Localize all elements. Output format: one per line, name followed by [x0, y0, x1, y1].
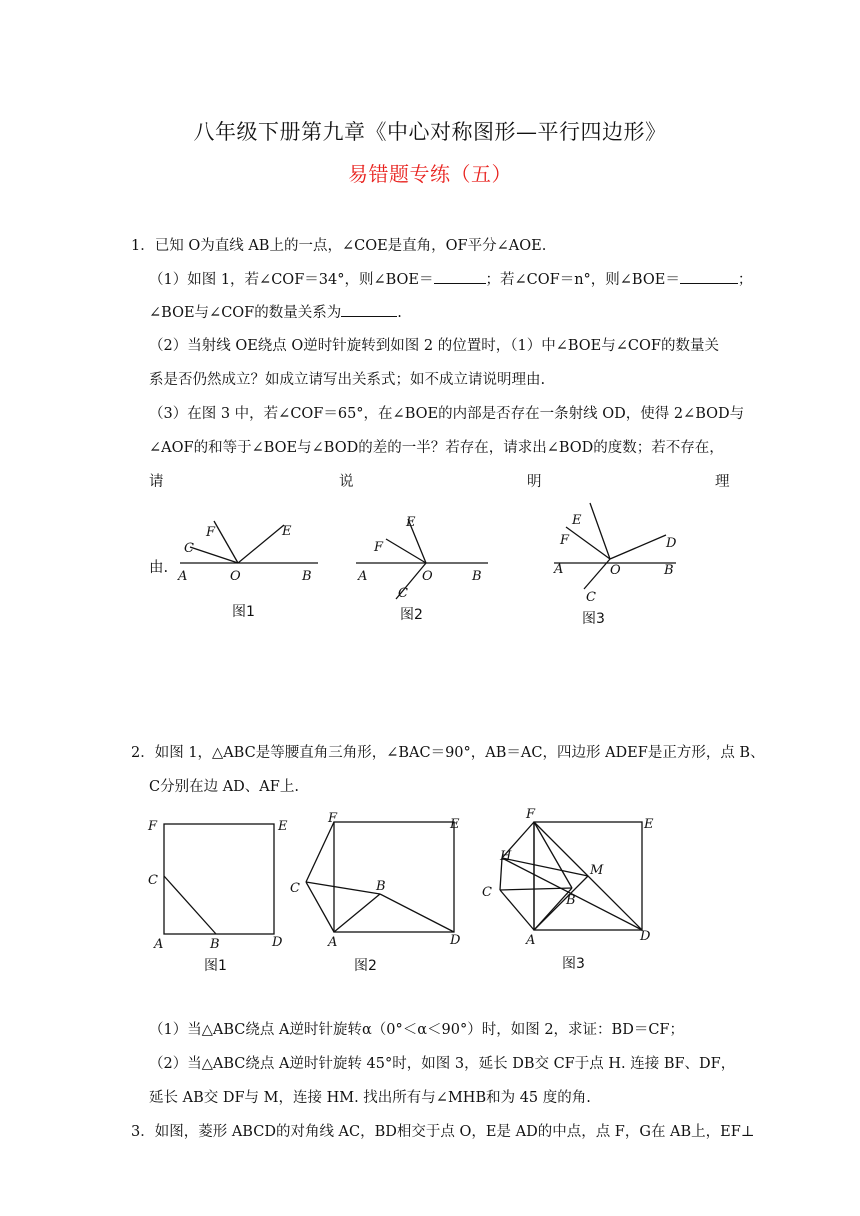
q2-intro-line1: 2．如图 1，△ABC是等腰直角三角形，∠BAC＝90°，AB＝AC，四边形 ADEF是正方形，点 B、: [131, 745, 765, 761]
label-b: B: [566, 893, 576, 908]
label-e: E: [282, 524, 292, 539]
label-b: B: [376, 879, 386, 894]
label-e: E: [278, 819, 288, 834]
q1-p1e: .: [397, 305, 402, 321]
page-subtitle: 易错题专练（五）: [348, 162, 512, 186]
label-e: E: [644, 817, 654, 832]
figure-caption: 图3: [582, 611, 605, 627]
answer-blank-1[interactable]: [434, 269, 486, 284]
q2-figure-2: [286, 808, 476, 977]
q1-part3-line1: （3）在图 3 中，若∠COF＝65°，在∠BOE的内部是否存在一条射线 OD，使得 2∠BOD与: [149, 406, 745, 422]
label-c: C: [586, 590, 596, 605]
q1-p1d: ∠BOE与∠COF的数量关系为: [149, 305, 342, 321]
label-a: A: [178, 569, 188, 584]
q1-part2-line1: （2）当射线 OE绕点 O逆时针旋转到如图 2 的位置时，（1）中∠BOE与∠COF的数量关: [149, 338, 719, 354]
label-e: E: [450, 817, 460, 832]
label-o: O: [422, 569, 433, 584]
q1-figure-2: [352, 505, 502, 639]
q1-part3-word-3: 明: [527, 474, 542, 490]
label-f: F: [328, 811, 338, 826]
q1-p1b: ；若∠COF＝n°，则∠BOE＝: [485, 272, 680, 288]
q1-part3-end: 由.: [149, 560, 169, 576]
q1-part3-line2: ∠AOF的和等于∠BOE与∠BOD的差的一半？若存在，请求出∠BOD的度数；若不存在，: [149, 440, 724, 456]
q1-intro: 1．已知 O为直线 AB上的一点，∠COE是直角，OF平分∠AOE.: [131, 238, 547, 254]
q3-intro-line1: 3．如图，菱形 ABCD的对角线 AC，BD相交于点 O，E是 AD的中点，点 F，G在 AB上，EF⊥: [131, 1124, 755, 1140]
figure-caption: 图2: [354, 958, 377, 974]
page-title: 八年级下册第九章《中心对称图形—平行四边形》: [193, 120, 667, 144]
q2-figure-1: [144, 812, 294, 976]
answer-blank-3[interactable]: [341, 302, 397, 317]
q2-part1: （1）当△ABC绕点 A逆时针旋转α（0°＜α＜90°）时，如图 2，求证：BD＝CF；: [149, 1022, 684, 1038]
answer-blank-2[interactable]: [680, 269, 738, 284]
figure-caption: 图1: [204, 958, 227, 974]
figure-caption: 图1: [232, 604, 255, 620]
label-a: A: [554, 562, 564, 577]
label-d: D: [666, 536, 677, 551]
label-f: F: [206, 525, 216, 540]
label-c: C: [184, 541, 194, 556]
label-d: D: [450, 933, 461, 948]
figure-caption: 图2: [400, 607, 423, 623]
label-d: D: [640, 929, 651, 944]
q1-part2-line2: 系是否仍然成立？如成立请写出关系式；如不成立请说明理由.: [149, 372, 546, 388]
label-b: B: [664, 563, 674, 578]
q1-figure-1: [170, 505, 330, 639]
label-m: M: [590, 863, 604, 878]
label-c: C: [290, 881, 300, 896]
q1-part1-line2: [149, 302, 402, 323]
label-a: A: [154, 937, 164, 952]
q1-part1-line1: [149, 269, 752, 290]
label-o: O: [610, 563, 621, 578]
label-e: E: [572, 513, 582, 528]
label-f: F: [148, 819, 158, 834]
label-b: B: [302, 569, 312, 584]
label-b: B: [472, 569, 482, 584]
label-e: E: [406, 515, 416, 530]
q1-figure-3: [548, 497, 698, 636]
label-d: D: [272, 935, 283, 950]
q1-p1c: ；: [737, 272, 753, 288]
figure-caption: 图3: [562, 956, 585, 972]
q2-part2-line1: （2）当△ABC绕点 A逆时针旋转 45°时，如图 3，延长 DB交 CF于点 H. 连接 BF、DF，: [149, 1056, 736, 1072]
label-a: A: [358, 569, 368, 584]
label-a: A: [328, 935, 338, 950]
q2-part2-line2: 延长 AB交 DF与 M，连接 HM. 找出所有与∠MHB和为 45 度的角.: [149, 1090, 591, 1106]
label-h: H: [500, 849, 512, 864]
label-b: B: [210, 937, 220, 952]
q2-figure-3: [480, 798, 680, 982]
q1-p1a: （1）如图 1，若∠COF＝34°，则∠BOE＝: [149, 272, 434, 288]
label-f: F: [560, 533, 570, 548]
label-o: O: [230, 569, 241, 584]
label-c: C: [482, 885, 492, 900]
label-f: F: [526, 807, 536, 822]
q1-part3-word-4: 理: [715, 474, 730, 490]
q1-part3-word-1: 请: [149, 474, 164, 490]
q1-part3-word-2: 说: [339, 474, 354, 490]
label-a: A: [526, 933, 536, 948]
label-f: F: [374, 540, 384, 555]
label-c: C: [398, 586, 408, 601]
label-c: C: [148, 873, 158, 888]
q2-intro-line2: C分别在边 AD、AF上.: [149, 779, 299, 795]
